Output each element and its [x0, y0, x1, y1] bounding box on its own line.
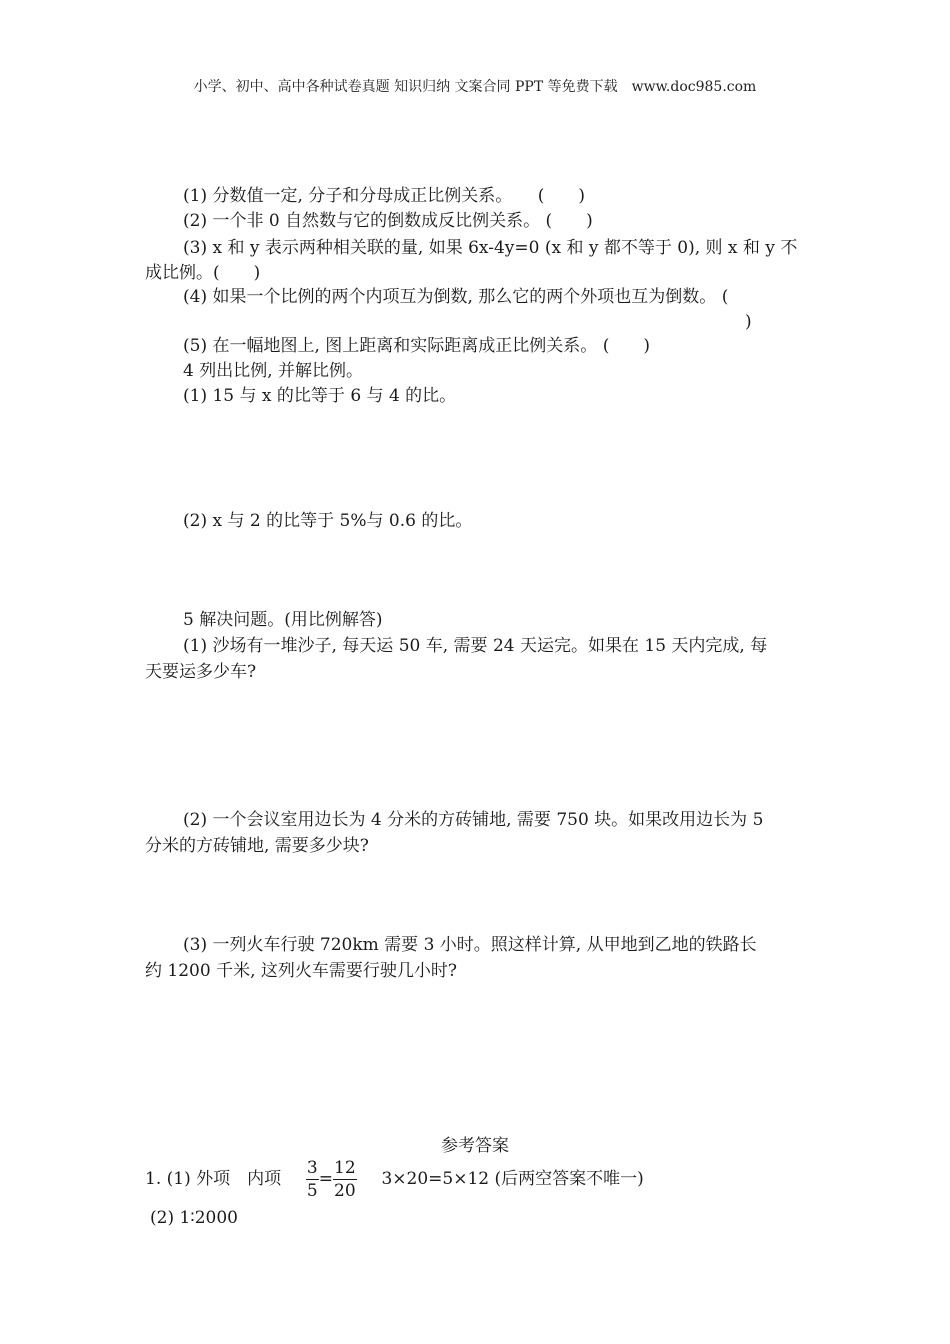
- fraction-denominator: 5: [306, 1181, 318, 1201]
- answer-1-suffix: 3×20=5×12 (后两空答案不唯一): [381, 1169, 644, 1189]
- page-header: 小学、初中、高中各种试卷真题 知识归纳 文案合同 PPT 等免费下载 www.doc985.com: [193, 79, 757, 95]
- q3-item-3-line1: (3) x 和 y 表示两种相关联的量, 如果 6x-4y=0 (x 和 y 都不等于 0), 则 x 和 y 不: [183, 238, 798, 258]
- q5-item-3-line1: (3) 一列火车行驶 720km 需要 3 小时。照这样计算, 从甲地到乙地的铁路长: [183, 935, 757, 955]
- answer-2: (2) 1∶2000: [150, 1208, 238, 1228]
- answer-1-prefix: 1. (1) 外项 内项: [145, 1169, 282, 1189]
- q4-title: 4 列出比例, 并解比例。: [183, 361, 364, 381]
- q3-item-3-line2: 成比例。( ): [145, 263, 261, 283]
- fraction-12-20: [333, 1157, 357, 1202]
- q5-item-2-line1: (2) 一个会议室用边长为 4 分米的方砖铺地, 需要 750 块。如果改用边长为 5: [183, 810, 764, 830]
- q4-item-1: (1) 15 与 x 的比等于 6 与 4 的比。: [183, 386, 457, 406]
- q3-item-4-line1: (4) 如果一个比例的两个内项互为倒数, 那么它的两个外项也互为倒数。 (: [183, 287, 729, 307]
- q5-item-1-line1: (1) 沙场有一堆沙子, 每天运 50 车, 需要 24 天运完。如果在 15 天内完成, 每: [183, 636, 768, 656]
- q3-item-4-line2: ): [745, 312, 752, 332]
- fraction-3-5: [306, 1157, 319, 1202]
- fraction-numerator: 12: [334, 1158, 356, 1178]
- q5-item-3-line2: 约 1200 千米, 这列火车需要行驶几小时?: [145, 961, 457, 981]
- answers-title: 参考答案: [441, 1136, 509, 1156]
- answer-1: [145, 1156, 644, 1202]
- fraction-numerator: 3: [306, 1158, 318, 1178]
- q4-item-2: (2) x 与 2 的比等于 5%与 0.6 的比。: [183, 511, 473, 531]
- q3-item-2: (2) 一个非 0 自然数与它的倒数成反比例关系。 ( ): [183, 211, 593, 231]
- q3-item-1: (1) 分数值一定, 分子和分母成正比例关系。 ( ): [183, 186, 586, 206]
- q5-title: 5 解决问题。(用比例解答): [183, 610, 383, 630]
- q3-item-5: (5) 在一幅地图上, 图上距离和实际距离成正比例关系。 ( ): [183, 336, 650, 356]
- fraction-denominator: 20: [334, 1181, 356, 1201]
- q5-item-2-line2: 分米的方砖铺地, 需要多少块?: [145, 836, 369, 856]
- equals-sign: =: [318, 1169, 333, 1189]
- q5-item-1-line2: 天要运多少车?: [145, 662, 257, 682]
